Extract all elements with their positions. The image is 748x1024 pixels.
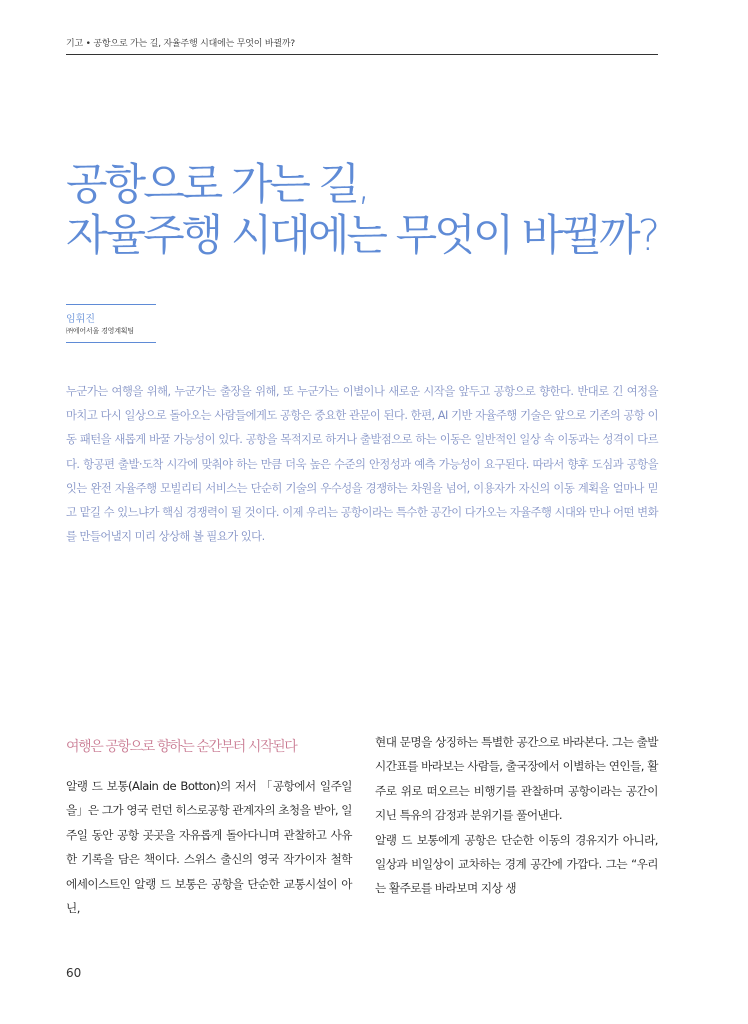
header-divider: [66, 54, 658, 55]
article-title: [66, 160, 666, 262]
running-head: 기고 • 공항으로 가는 길, 자율주행 시대에는 무엇이 바뀔까?: [66, 39, 295, 49]
body-column-right: [375, 730, 658, 901]
author-divider-bottom: [66, 342, 156, 343]
author-organization: ㈜에어서울 경영계획팀: [66, 327, 134, 335]
body-column-left: [66, 736, 352, 920]
section-heading: 여행은 공항으로 향하는 순간부터 시작된다: [66, 739, 297, 755]
author-name: 임휘진: [66, 314, 95, 325]
author-divider-top: [66, 304, 156, 305]
article-title-line-1: 공항으로 가는 길,: [66, 160, 368, 210]
lead-paragraph: 누군가는 여행을 위해, 누군가는 출장을 위해, 또 누군가는 이별이나 새로운 시작을 앞두고 공항으로 향한다. 반대로 긴 여정을 마치고 다시 일상으로 돌아오는 사람들에게도 공항은 중요한 관문이 된다. 한편, AI 기반 자율주행 기술은 앞으로 기존의 공항 이동 패턴을 새롭게 바꿀 가능성이 있다. 공항을 목적지로 하거나 출발점으로 하는 이동은 일반적인 일상 속 이동과는 성격이 다르다. 항공편 출발·도착 시각에 맞춰야 하는 만큼 더욱 높은 수준의 안정성과 예측 가능성이 요구된다. 따라서 향후 도심과 공항을 잇는 완전 자율주행 모빌리티 서비스는 단순히 기술의 우수성을 경쟁하는 차원을 넘어, 이용자가 자신의 이동 계획을 얼마나 믿고 맡길 수 있느냐가 핵심 경쟁력이 될 것이다. 이제 우리는 공항이라는 특수한 공간이 다가오는 자율주행 시대와 만나 어떤 변화를 만들어낼지 미리 상상해 볼 필요가 있다.: [66, 385, 658, 544]
body-paragraph: 알랭 드 보통에게 공항은 단순한 이동의 경유지가 아니라, 일상과 비일상이 교차하는 경계 공간에 가깝다. 그는 “우리는 활주로를 바라보며 지상 생: [375, 832, 658, 896]
body-paragraph: 알랭 드 보통(Alain de Botton)의 저서 「공항에서 일주일을」은 그가 영국 런던 히스로공항 관계자의 초청을 받아, 일주일 동안 공항 곳곳을 자유롭게 돌아다니며 관찰하고 사유한 기록을 담은 책이다. 스위스 출신의 영국 작가이자 철학 에세이스트인 알랭 드 보통은 공항을 단순한 교통시설이 아닌,: [66, 779, 352, 916]
body-paragraph: 현대 문명을 상징하는 특별한 공간으로 바라본다. 그는 출발 시간표를 바라보는 사람들, 출국장에서 이별하는 연인들, 활주로 위로 떠오르는 비행기를 관찰하며 공항이라는 공간이 지닌 특유의 감정과 분위기를 풀어낸다.: [375, 735, 658, 823]
page-number: 60: [66, 966, 82, 980]
article-title-line-2: 자율주행 시대에는 무엇이 바뀔까?: [66, 211, 658, 261]
